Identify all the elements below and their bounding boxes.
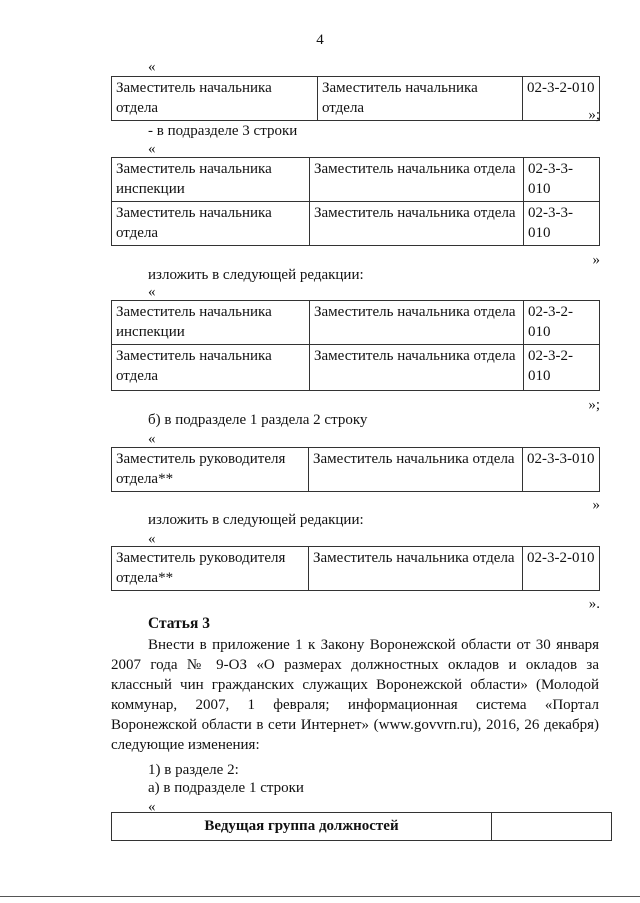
- table-row: [112, 345, 600, 391]
- empty-cell: [492, 813, 612, 841]
- table-row: [112, 301, 600, 345]
- close-quote: »: [592, 497, 600, 513]
- close-quote: ».: [588, 596, 600, 612]
- code-cell: 02-3-3-010: [523, 448, 600, 492]
- close-quote: »;: [588, 397, 600, 413]
- table-6: [111, 812, 612, 841]
- paragraph: изложить в следующей редакции:: [148, 512, 364, 528]
- table-row: [112, 158, 600, 202]
- close-quote: »;: [588, 107, 600, 123]
- open-quote: «: [148, 531, 156, 547]
- code-cell: 02-3-3-010: [524, 202, 600, 246]
- open-quote: «: [148, 59, 156, 75]
- paragraph: - в подразделе 3 строки: [148, 123, 298, 139]
- table-row: [112, 547, 600, 591]
- position-cell: Заместитель руководителя отдела**: [112, 547, 309, 591]
- table-row: [112, 202, 600, 246]
- article-body-text: Внести в приложение 1 к Закону Воронежской области от 30 января 2007 года № 9-ОЗ «О размерах должностных окладов и окладов за классный чин гражданских служащих Воронежской области» (Молодой коммунар, 2007, 1 февраля; информационная система «Портал Воронежской области в сети Интернет» (www.govvrn.ru), 2016, 26 декабря) следующие изменения:: [111, 637, 599, 753]
- table-4: [111, 447, 600, 492]
- position-cell: Заместитель руководителя отдела**: [112, 448, 309, 492]
- table-2: [111, 157, 600, 246]
- table-3: [111, 300, 600, 391]
- article-body: [111, 636, 599, 756]
- page-number: 4: [316, 32, 324, 48]
- group-header-cell: Ведущая группа должностей: [112, 813, 492, 841]
- position-cell: Заместитель начальника отдела: [309, 448, 523, 492]
- position-cell: Заместитель начальника инспекции: [112, 301, 310, 345]
- position-cell: Заместитель начальника отдела: [112, 202, 310, 246]
- table-row: [112, 77, 600, 121]
- open-quote: «: [148, 284, 156, 300]
- code-cell: 02-3-2-010: [524, 345, 600, 391]
- position-cell: Заместитель начальника отдела: [112, 345, 310, 391]
- position-cell: Заместитель начальника отдела: [310, 345, 524, 391]
- open-quote: «: [148, 141, 156, 157]
- position-cell: Заместитель начальника инспекции: [112, 158, 310, 202]
- code-cell: 02-3-2-010: [523, 547, 600, 591]
- code-cell: 02-3-2-010: [524, 301, 600, 345]
- close-quote: »: [592, 252, 600, 268]
- code-cell: 02-3-2-010: [523, 77, 600, 121]
- open-quote: «: [148, 799, 156, 815]
- article-heading: Статья 3: [148, 615, 210, 632]
- open-quote: «: [148, 431, 156, 447]
- table-row: [112, 813, 612, 841]
- table-row: [112, 448, 600, 492]
- list-item: а) в подразделе 1 строки: [148, 780, 304, 796]
- table-1: [111, 76, 600, 121]
- position-cell: Заместитель начальника отдела: [310, 301, 524, 345]
- table-5: [111, 546, 600, 591]
- position-cell: Заместитель начальника отдела: [318, 77, 523, 121]
- position-cell: Заместитель начальника отдела: [310, 158, 524, 202]
- list-item: 1) в разделе 2:: [148, 762, 239, 778]
- position-cell: Заместитель начальника отдела: [309, 547, 523, 591]
- position-cell: Заместитель начальника отдела: [310, 202, 524, 246]
- position-cell: Заместитель начальника отдела: [112, 77, 318, 121]
- paragraph: б) в подразделе 1 раздела 2 строку: [148, 412, 368, 428]
- page-edge-rule: [0, 896, 640, 897]
- code-cell: 02-3-3-010: [524, 158, 600, 202]
- paragraph: изложить в следующей редакции:: [148, 267, 364, 283]
